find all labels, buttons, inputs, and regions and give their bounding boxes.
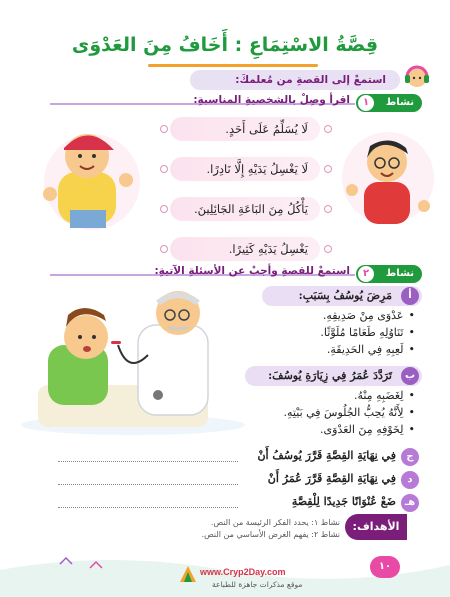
- activity2-label-text: نشاط: [385, 268, 414, 279]
- activity2-number: ٢: [358, 266, 374, 282]
- question-b: تَرَدَّدَ عُمَرُ فِي زِيَارَةِ يُوسُفَ:: [245, 366, 422, 386]
- match-dot-right[interactable]: [324, 165, 332, 173]
- boy-with-glasses-illustration: [340, 128, 440, 228]
- match-dot-left[interactable]: [160, 245, 168, 253]
- match-option[interactable]: يَأْكُلُ مِنَ البَاعَةِ الجَائِلِينَ.: [170, 197, 320, 221]
- listen-instruction: استمعْ إلى القصةِ من مُعلمكَ:: [190, 70, 400, 90]
- question-c: فِي نِهَايَةِ القِصَّةِ قَرَّرَ يُوسُفُ أَنْ: [257, 449, 396, 462]
- headphones-icon: [404, 62, 430, 90]
- doctor-patient-illustration: [18, 285, 248, 435]
- objectives-label: الأهداف:: [345, 514, 407, 540]
- question-d-badge: د: [401, 471, 419, 489]
- question-a-badge: أ: [401, 287, 419, 305]
- answer-line[interactable]: [58, 461, 238, 462]
- site-tagline: موقع مذكرات جاهزة للطباعة: [212, 580, 303, 589]
- site-url: www.Cryp2Day.com: [200, 567, 286, 577]
- match-dot-right[interactable]: [324, 245, 332, 253]
- activity1-label-text: نشاط: [385, 97, 414, 108]
- site-logo-icon: [178, 564, 198, 584]
- activity1-instruction: اقرأ وصِلْ بالشخصيةِ المناسبةِ:: [193, 94, 350, 106]
- choice-item[interactable]: • لِغَضَبِهِ مِنْهُ.: [250, 389, 415, 402]
- match-dot-left[interactable]: [160, 205, 168, 213]
- choice-item[interactable]: • عَدْوَى مِنْ صَدِيقِهِ.: [250, 309, 415, 322]
- activity2-instruction: استمعْ للقصةِ وأجبْ عن الأسئلةِ الآتيةِ:: [154, 265, 350, 277]
- choice-item[interactable]: • لِخَوْفِهِ مِنَ العَدْوَى.: [250, 423, 415, 436]
- activity1-number: ١: [358, 95, 374, 111]
- match-dot-left[interactable]: [160, 165, 168, 173]
- boy-with-cap-illustration: [30, 120, 140, 230]
- page-number: ١٠: [370, 556, 400, 578]
- question-c-badge: ج: [401, 448, 419, 466]
- answer-line[interactable]: [58, 507, 238, 508]
- question-a: مَرِضَ يُوسُفُ بِسَبَبِ:: [262, 286, 422, 306]
- match-option[interactable]: لَا يُسَلِّمُ عَلَى أَحَدٍ.: [170, 117, 320, 141]
- answer-line[interactable]: [58, 484, 238, 485]
- question-e: ضَعْ عُنْوَانًا جَدِيدًا لِلْقِصَّةِ: [291, 495, 396, 508]
- match-option[interactable]: لَا يَغْسِلُ يَدَيْهِ إِلَّا نَادِرًا.: [170, 157, 320, 181]
- match-option[interactable]: يَغْسِلُ يَدَيْهِ كَثِيرًا.: [170, 237, 320, 261]
- page-title: قِصَّةُ الاسْتِمَاعِ : أَخَافُ مِنَ العَدْوَى: [71, 34, 379, 56]
- match-dot-left[interactable]: [160, 125, 168, 133]
- choice-item[interactable]: • لِأَنَّهُ يُحِبُّ الجُلُوسَ فِي بَيْتِهِ.: [250, 406, 415, 419]
- objective-item: نشاط ٢: يفهم الغرض الأساسي من النص.: [201, 530, 340, 539]
- question-e-badge: هـ: [401, 494, 419, 512]
- choice-item[interactable]: • لَعِبِهِ فِي الحَدِيقَةِ.: [250, 343, 415, 356]
- question-b-badge: ب: [401, 367, 419, 385]
- choice-item[interactable]: • تَنَاوُلِهِ طَعَامًا مُلَوَّثًا.: [250, 326, 415, 339]
- objective-item: نشاط ١: يحدد الفكر الرئيسة من النص.: [210, 518, 340, 527]
- match-dot-right[interactable]: [324, 125, 332, 133]
- match-dot-right[interactable]: [324, 205, 332, 213]
- title-underline: [148, 64, 318, 67]
- question-d: فِي نِهَايَةِ القِصَّةِ قَرَّرَ عُمَرُ أَنْ: [267, 472, 396, 485]
